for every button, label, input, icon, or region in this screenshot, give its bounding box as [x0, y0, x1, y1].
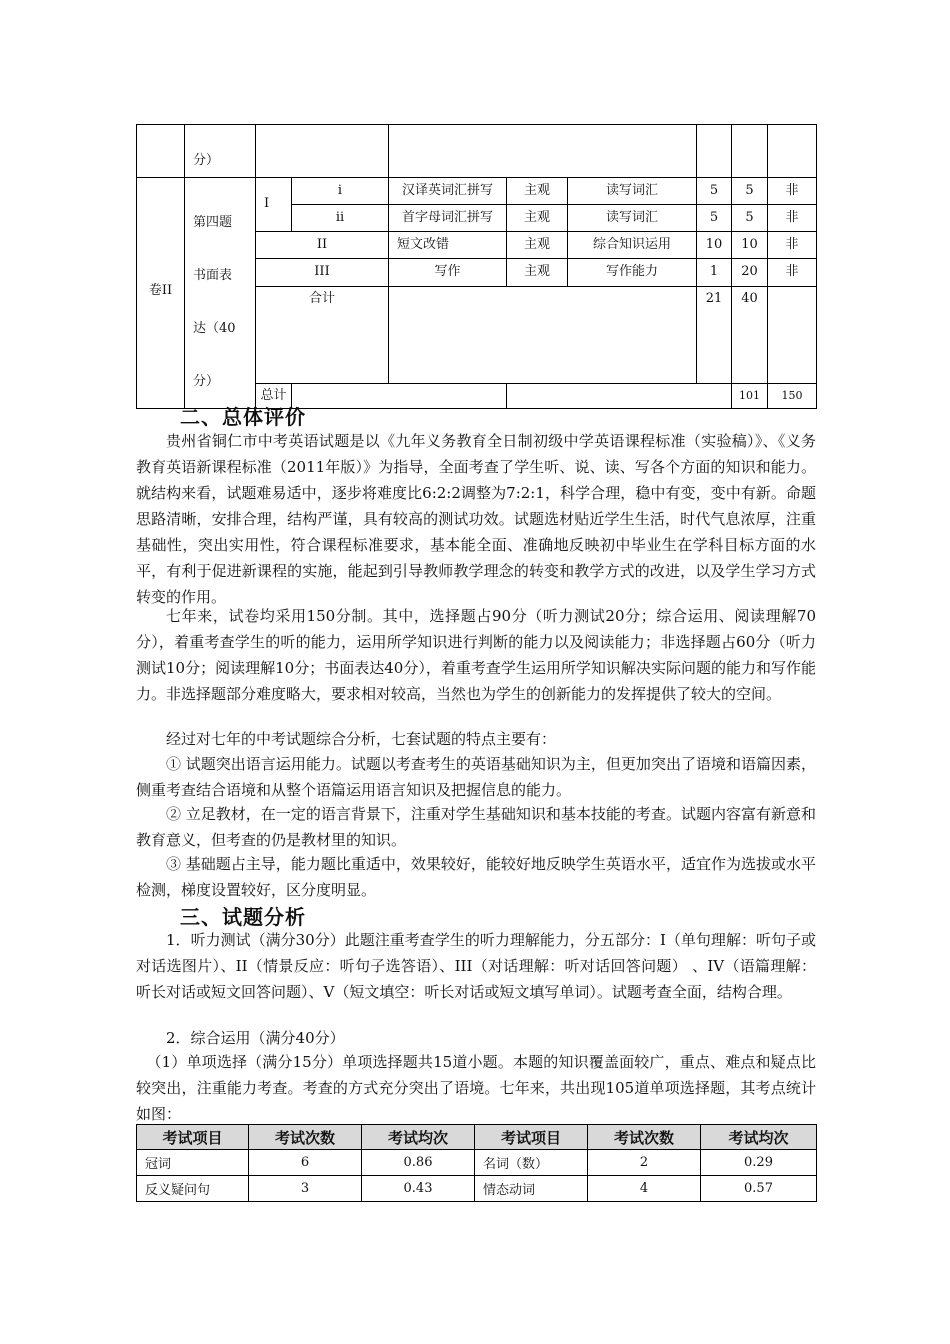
table-cell: 4 — [588, 1176, 701, 1202]
choice-cell: 非 — [768, 178, 817, 205]
choice-cell: 非 — [768, 231, 817, 258]
table-cell: 名词（数） — [475, 1150, 588, 1176]
paragraph: （1）单项选择（满分15分）单项选择题共15道小题。本题的知识覆盖面较广，重点、难点和疑点比较突出，注重能力考查。考查的方式充分突出了语境。七年来，共出现105道单项选择题，其考点统计如图： — [136, 1053, 816, 1123]
table-cell — [768, 286, 817, 383]
table-cell: 0.29 — [701, 1150, 817, 1176]
column-header: 考试项目 — [137, 1125, 249, 1150]
table-cell: 3 — [249, 1176, 362, 1202]
total-score-cell: 150 — [768, 384, 817, 409]
table-cell — [507, 384, 732, 409]
table-cell: 0.57 — [701, 1176, 817, 1202]
table-cell — [732, 125, 768, 178]
paragraph: 1．听力测试（满分30分）此题注重考查学生的听力理解能力，分五部分：I（单句理解：听句子或对话选图片）、II（情景反应：听句子选答语）、III（对话理解：听对话回答问题） 、IV（语篇理解：听长对话或短文回答问题）、V（短文填空：听长对话或短文填写单词）。试题考查全面，结构合理。 — [136, 931, 816, 1001]
paragraph: 经过对七年的中考试题综合分析，七套试题的特点主要有： — [166, 730, 557, 748]
grammar-stats-table — [136, 1124, 817, 1202]
question-label-line: 书面表 — [193, 268, 233, 283]
section-heading-overall: 二、总体评价 — [180, 405, 306, 429]
sub-cell: II — [256, 231, 389, 258]
table-cell: 情态动词 — [475, 1176, 588, 1202]
table-cell — [292, 384, 507, 409]
ability-cell: 写作能力 — [568, 258, 697, 286]
content-cell: 写作 — [389, 258, 507, 286]
section-heading-analysis: 三、试题分析 — [180, 905, 306, 929]
column-header: 考试均次 — [362, 1125, 475, 1150]
table-cell: 分） — [185, 125, 256, 178]
column-header: 考试次数 — [249, 1125, 362, 1150]
table-cell: 2 — [588, 1150, 701, 1176]
paragraph: 贵州省铜仁市中考英语试题是以《九年义务教育全日制初级中学英语课程标准（实验稿）》、《义务教育英语新课程标准（2011年版）》为指导，全面考查了学生听、说、读、写各个方面的知识和能力。就结构来看，试题难易适中，逐步将难度比6:2:2调整为7:2:1，科学合理，稳中有变，变中有新。命题思路清晰，安排合理，结构严谨，具有较高的测试功效。试题选材贴近学生生活，时代气息浓厚，注重基础性，突出实用性，符合课程标准要求，基本能全面、准确地反映初中毕业生在学科目标方面的水平，有利于促进新课程的实施，能起到引导教师教学理念的转变和教学方式的改进，以及学生学习方式转变的作用。 — [136, 432, 816, 606]
ability-cell: 读写词汇 — [568, 178, 697, 205]
column-header: 考试项目 — [475, 1125, 588, 1150]
sub-cell: III — [256, 258, 389, 286]
question-label-line: 第四题 — [193, 215, 233, 230]
choice-cell: 非 — [768, 204, 817, 231]
content-cell: 短文改错 — [389, 231, 507, 258]
type-cell: 主观 — [507, 258, 568, 286]
table-row — [137, 178, 817, 205]
score-cell: 5 — [732, 204, 768, 231]
paragraph: ② 立足教材，在一定的语言背景下，注重对学生基础知识和基本技能的考查。试题内容富有新意和教育意义，但考查的仍是教材里的知识。 — [136, 805, 816, 849]
total-label-cell: 总计 — [256, 384, 292, 409]
content-cell: 汉译英词汇拼写 — [389, 178, 507, 205]
paragraph: ③ 基础题占主导，能力题比重适中，效果较好，能较好地反映学生英语水平，适宜作为选拔或水平检测，梯度设置较好，区分度明显。 — [136, 855, 816, 899]
subtotal-score-cell: 40 — [732, 286, 768, 383]
content-cell: 首字母词汇拼写 — [389, 204, 507, 231]
score-cell: 10 — [732, 231, 768, 258]
count-cell: 10 — [697, 231, 732, 258]
total-count-cell: 101 — [732, 384, 768, 409]
table-cell — [768, 125, 817, 178]
subtotal-count-cell: 21 — [697, 286, 732, 383]
exam-structure-table — [136, 124, 817, 409]
table-cell — [256, 125, 389, 178]
type-cell: 主观 — [507, 178, 568, 205]
count-cell: 1 — [697, 258, 732, 286]
sub-cell: i — [292, 178, 389, 205]
section-label: 卷II — [148, 283, 173, 298]
choice-cell: 非 — [768, 258, 817, 286]
table-cell: 0.86 — [362, 1150, 475, 1176]
table-cell — [389, 286, 697, 383]
column-header: 考试均次 — [701, 1125, 817, 1150]
table-cell: 6 — [249, 1150, 362, 1176]
type-cell: 主观 — [507, 231, 568, 258]
paragraph: 七年来，试卷均采用150分制。其中，选择题占90分（听力测试20分；综合运用、阅读理解70分），着重考查学生的听的能力，运用所学知识进行判断的能力以及阅读能力；非选择题占60分（听力测试10分；阅读理解10分；书面表达40分），着重考查学生运用所学知识解决实际问题的能力和写作能力。非选择题部分难度略大，要求相对较高，当然也为学生的创新能力的发挥提供了较大的空间。 — [136, 607, 816, 703]
question-label-line: 达（40 — [193, 321, 236, 336]
ability-cell: 综合知识运用 — [568, 231, 697, 258]
paragraph: ① 试题突出语言运用能力。试题以考查考生的英语基础知识为主，但更加突出了语境和语篇因素，侧重考查结合语境和从整个语篇运用语言知识及把握信息的能力。 — [136, 755, 816, 799]
part-cell: I — [256, 178, 292, 232]
subtotal-label-cell: 合计 — [256, 286, 389, 383]
paragraph: 2．综合运用（满分40分） — [166, 1029, 345, 1047]
table-cell: 反义疑问句 — [137, 1176, 249, 1202]
ability-cell: 读写词汇 — [568, 204, 697, 231]
table-cell — [697, 125, 732, 178]
table-header-row — [137, 1125, 817, 1150]
table-row — [137, 1176, 817, 1202]
count-cell: 5 — [697, 204, 732, 231]
type-cell: 主观 — [507, 204, 568, 231]
score-cell: 5 — [732, 178, 768, 205]
table-row — [137, 1150, 817, 1176]
section-label-cell — [137, 178, 185, 409]
count-cell: 5 — [697, 178, 732, 205]
column-header: 考试次数 — [588, 1125, 701, 1150]
table-cell: 0.43 — [362, 1176, 475, 1202]
score-cell: 20 — [732, 258, 768, 286]
sub-cell: ii — [292, 204, 389, 231]
question-label-cell — [185, 178, 256, 409]
question-label-line: 分） — [193, 374, 220, 389]
table-cell: 冠词 — [137, 1150, 249, 1176]
table-cell — [389, 125, 697, 178]
table-row — [137, 125, 817, 178]
table-cell — [137, 125, 185, 178]
